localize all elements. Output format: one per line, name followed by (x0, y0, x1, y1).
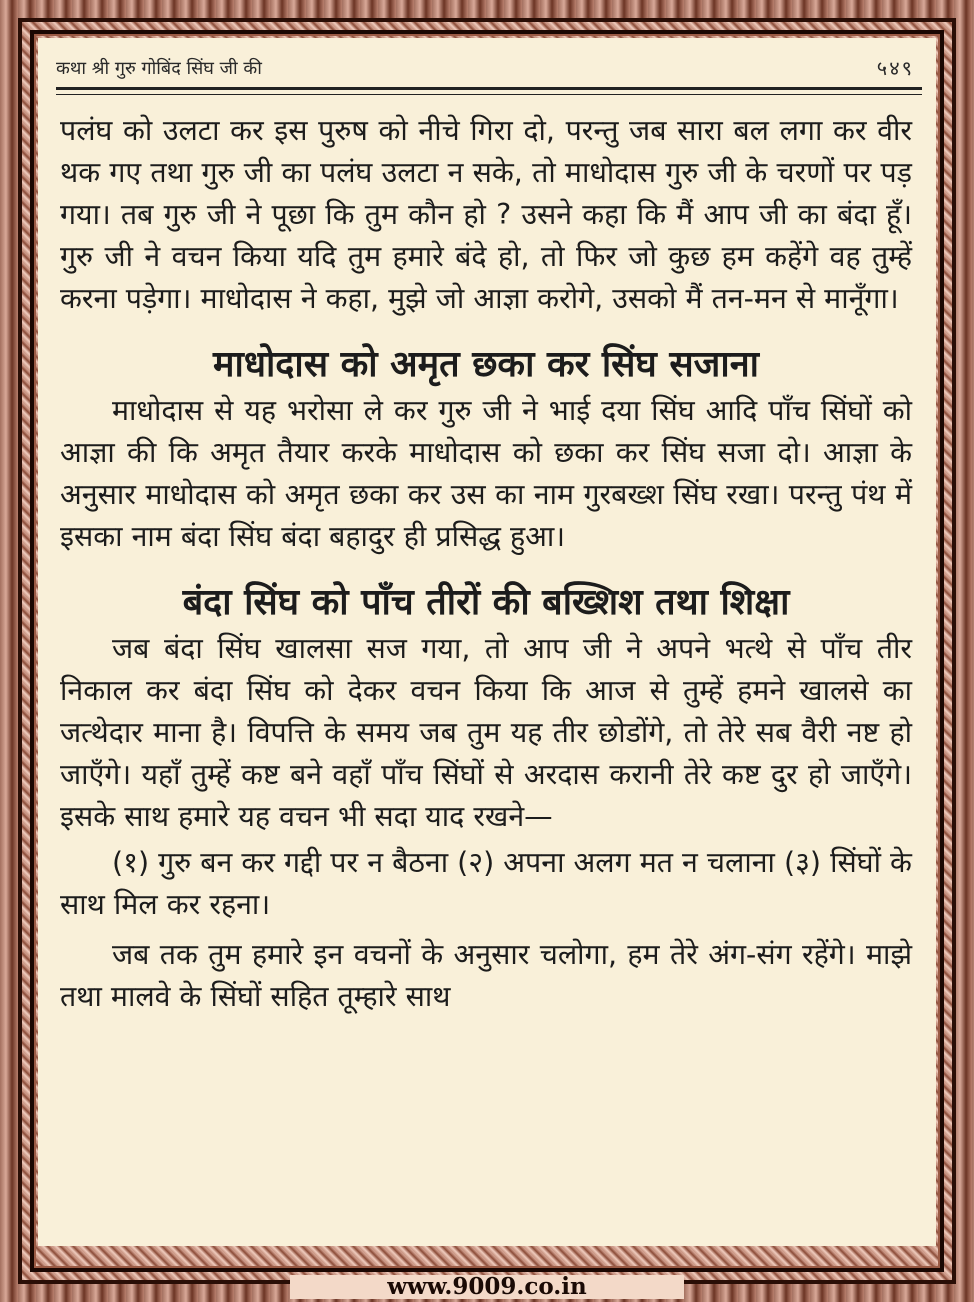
paragraph-3: जब बंदा सिंघ खालसा सज गया, तो आप जी ने अपने भत्थे से पाँच तीर निकाल कर बंदा सिंघ को देकर वचन किया कि आज से तुम्हें हमने खालसे का जत्थेदार माना है। विपत्ति के समय जब तुम यह तीर छोडोंगे, तो तेरे सब वैरी नष्ट हो जाएँगे। यहाँ तुम्हें कष्ट बने वहाँ पाँच सिंघों से अरदास करानी तेरे कष्ट दुर हो जाएँगे। इसके साथ हमारे यह वचन भी सदा याद रखने— (60, 632, 912, 833)
running-title: कथा श्री गुरु गोबिंद सिंघ जी की (56, 58, 262, 79)
paragraph-4: जब तक तुम हमारे इन वचनों के अनुसार चलोगा, हम तेरे अंग-संग रहेंगे। माझे तथा मालवे के सिंघों सहित तूम्हारे साथ (60, 938, 912, 1013)
header-rule-thick (56, 87, 922, 90)
website-url: www.9009.co.in (387, 1273, 587, 1300)
header-rule-thin (56, 94, 922, 95)
book-page (38, 38, 936, 1246)
section-heading-2: बंदा सिंघ को पाँच तीरों की बख्शिश तथा शिक्षा (182, 582, 790, 623)
page-header (56, 52, 918, 84)
commands-list: (१) गुरु बन कर गद्दी पर न बैठना (२) अपना अलग मत न चलाना (३) सिंघों के साथ मिल कर रहना। (60, 846, 912, 921)
page-content (60, 110, 912, 1018)
paragraph-1: पलंघ को उलटा कर इस पुरुष को नीचे गिरा दो, परन्तु जब सारा बल लगा कर वीर थक गए तथा गुरु जी का पलंघ उलटा न सके, तो माधोदास गुरु जी के चरणों पर पड़ गया। तब गुरु जी ने पूछा कि तुम कौन हो ? उसने कहा कि मैं आप जी का बंदा हूँ। गुरु जी ने वचन किया यदि तुम हमारे बंदे हो, तो फिर जो कुछ हम कहेंगे वह तुम्हें करना पड़ेगा। माधोदास ने कहा, मुझे जो आज्ञा करोगे, उसको मैं तन-मन से मानूँगा। (60, 114, 912, 315)
section-heading-1: माधोदास को अमृत छका कर सिंघ सजाना (212, 344, 759, 385)
page-number: ५४९ (876, 56, 914, 80)
paragraph-2: माधोदास से यह भरोसा ले कर गुरु जी ने भाई दया सिंघ आदि पाँच सिंघों को आज्ञा की कि अमृत तैयार करके माधोदास को छका कर सिंघ सजा दो। आज्ञा के अनुसार माधोदास को अमृत छका कर उस का नाम गुरबख्श सिंघ रखा। परन्तु पंथ में इसका नाम बंदा सिंघ बंदा बहादुर ही प्रसिद्ध हुआ। (60, 394, 912, 553)
